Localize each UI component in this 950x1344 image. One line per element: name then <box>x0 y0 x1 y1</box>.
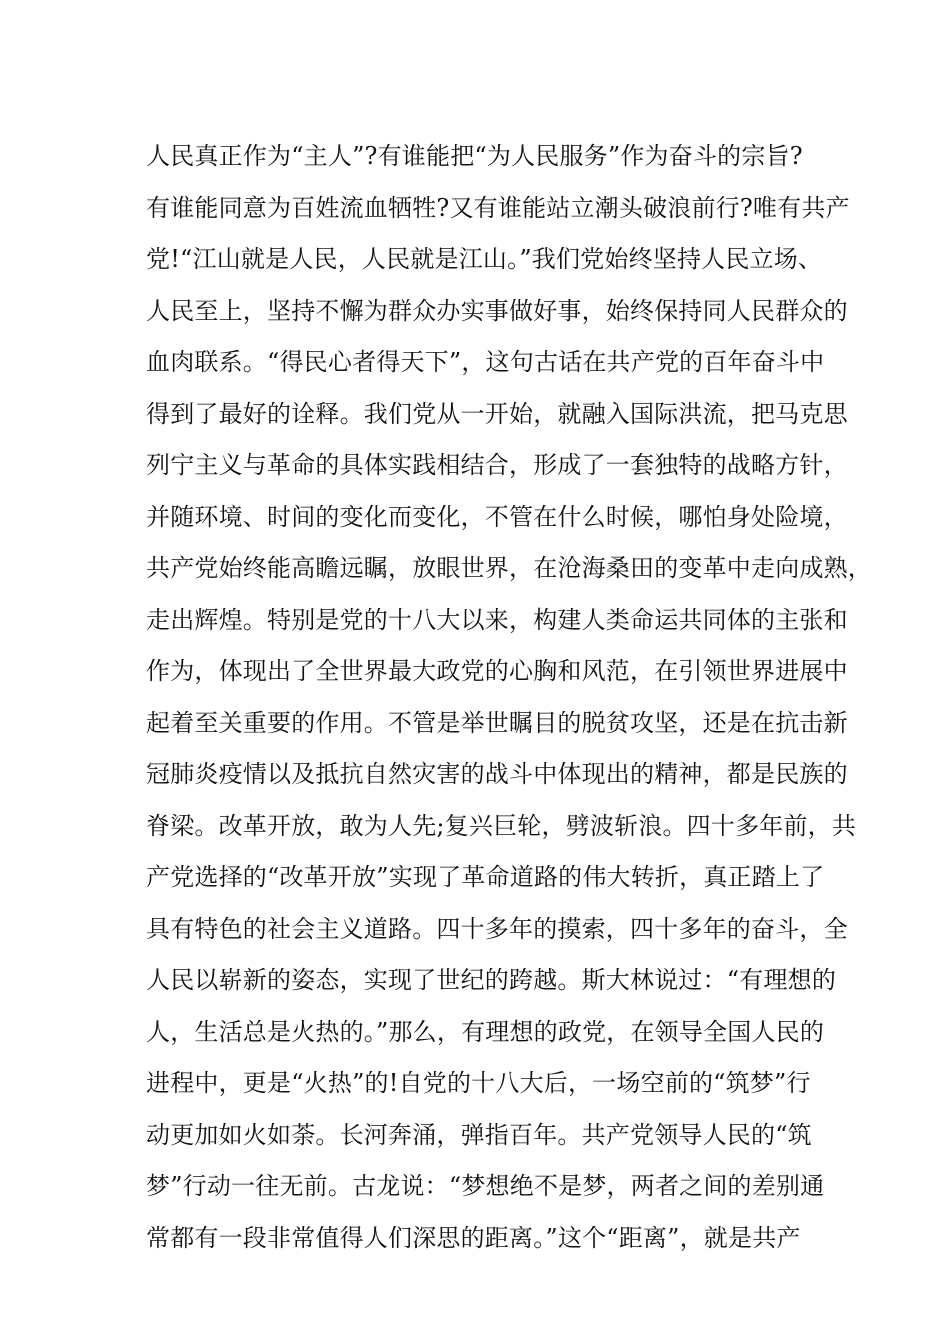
text-line: 血肉联系。“得民心者得天下”，这句古话在共产党的百年奋斗中 <box>146 348 825 376</box>
text-line: 共产党始终能高瞻远瞩，放眼世界，在沧海桑田的变革中走向成熟， <box>146 554 872 582</box>
text-line: 人民至上，坚持不懈为群众办实事做好事，始终保持同人民群众的 <box>146 296 848 325</box>
text-line: 冠肺炎疫情以及抵抗自然灾害的战斗中体现出的精神，都是民族的 <box>146 760 848 788</box>
text-line: 脊梁。改革开放，敢为人先;复兴巨轮，劈波斩浪。四十多年前，共 <box>146 811 857 840</box>
text-line: 人，生活总是火热的。”那么，有理想的政党，在领导全国人民的 <box>146 1017 825 1046</box>
text-line: 有谁能同意为百姓流血牺牲?又有谁能站立潮头破浪前行?唯有共产 <box>146 193 850 222</box>
text-line: 党!“江山就是人民，人民就是江山。”我们党始终坚持人民立场、 <box>146 245 823 273</box>
text-line: 具有特色的社会主义道路。四十多年的摸索，四十多年的奋斗，全 <box>146 914 848 943</box>
text-line: 列宁主义与革命的具体实践相结合，形成了一套独特的战略方针， <box>146 451 848 479</box>
text-line: 产党选择的“改革开放”实现了革命道路的伟大转折，真正踏上了 <box>146 863 825 891</box>
text-line: 并随环境、时间的变化而变化，不管在什么时候，哪怕身处险境， <box>146 502 848 531</box>
text-line: 动更加如火如荼。长河奔涌，弹指百年。共产党领导人民的“筑 <box>146 1120 812 1149</box>
text-line: 走出辉煌。特别是党的十八大以来，构建人类命运共同体的主张和 <box>146 605 848 634</box>
text-line: 起着至关重要的作用。不管是举世瞩目的脱贫攻坚，还是在抗击新 <box>146 708 848 737</box>
text-line: 进程中，更是“火热”的!自党的十八大后，一场空前的“筑梦”行 <box>146 1069 811 1097</box>
body-text <box>146 131 872 1264</box>
text-line: 梦”行动一往无前。古龙说：“梦想绝不是梦，两者之间的差别通 <box>146 1172 825 1200</box>
text-line: 得到了最好的诠释。我们党从一开始，就融入国际洪流，把马克思 <box>146 399 848 428</box>
text-line: 常都有一段非常值得人们深思的距离。”这个“距离”，就是共产 <box>146 1223 801 1252</box>
text-line: 作为，体现出了全世界最大政党的心胸和风范，在引领世界进展中 <box>146 657 848 685</box>
text-line: 人民真正作为“主人”?有谁能把“为人民服务”作为奋斗的宗旨? <box>146 142 803 170</box>
text-line: 人民以崭新的姿态，实现了世纪的跨越。斯大林说过：“有理想的 <box>146 966 837 994</box>
